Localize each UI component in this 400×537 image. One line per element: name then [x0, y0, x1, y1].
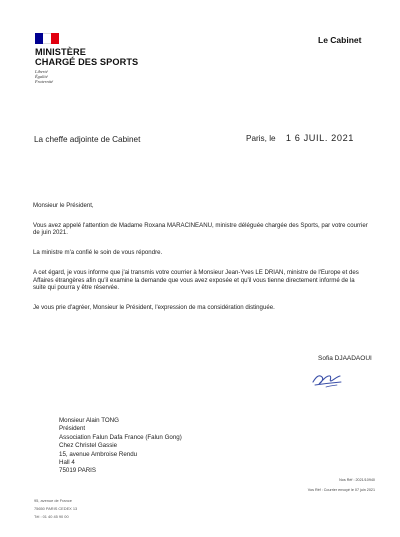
ministry-line-2: CHARGÉ DES SPORTS — [35, 57, 139, 67]
flag-white-stripe — [43, 33, 51, 44]
paragraph-1: Vous avez appelé l'attention de Madame Roxana MARACINEANU, ministre déléguée chargée des Sports, par votre courrier de juin 2021. — [33, 221, 368, 237]
letter-body — [33, 202, 368, 312]
motto-liberte: Liberté — [35, 69, 48, 74]
recipient-title: Président — [59, 425, 86, 433]
salutation: Monsieur le Président, — [33, 202, 94, 209]
place-label: Paris, le — [246, 134, 276, 143]
footer-address — [34, 497, 77, 522]
recipient-street: 15, avenue Ambroise Rendu — [59, 450, 138, 458]
your-reference: Vos Réf : Courrier envoyé le 07 juin 2021 — [307, 488, 375, 492]
motto-fraternite: Fraternité — [35, 79, 54, 84]
dateline — [246, 133, 354, 143]
our-reference: Nos Réf : 2021/10940 — [339, 478, 375, 482]
references — [285, 475, 375, 495]
ministry-line-1: MINISTÈRE — [35, 47, 86, 57]
republic-motto — [35, 69, 138, 84]
recipient-care-of: Chez Christel Gassie — [59, 442, 118, 450]
ministry-name — [35, 47, 138, 67]
footer-street: 95, avenue de France — [34, 498, 72, 503]
marianne-logo — [35, 33, 138, 84]
footer-postcode: 75650 PARIS CEDEX 13 — [34, 506, 78, 512]
department-label: Le Cabinet — [318, 35, 362, 45]
footer-phone: Tél : 01 40 45 90 00 — [34, 514, 69, 520]
flag-blue-stripe — [35, 33, 43, 44]
recipient-organization: Association Falun Dafa France (Falun Gong) — [59, 433, 182, 441]
recipient-hall: Hall 4 — [59, 459, 75, 467]
recipient-address — [59, 417, 182, 476]
recipient-name: Monsieur Alain TONG — [59, 417, 119, 424]
recipient-city: 75019 PARIS — [59, 467, 97, 475]
date-stamp: 1 6 JUIL. 2021 — [285, 133, 355, 143]
author-title: La cheffe adjointe de Cabinet — [34, 135, 141, 144]
paragraph-4: Je vous prie d'agréer, Monsieur le Président, l'expression de ma considération distinguée. — [33, 303, 275, 311]
tricolor-flag-icon — [35, 33, 59, 44]
signer-name: Sofia DJAADAOUI — [318, 355, 372, 362]
flag-red-stripe — [51, 33, 59, 44]
motto-egalite: Égalité — [35, 74, 48, 79]
paragraph-2: La ministre m'a confié le soin de vous répondre. — [33, 249, 163, 257]
handwritten-signature-icon — [310, 368, 344, 390]
paragraph-3: A cet égard, je vous informe que j'ai transmis votre courrier à Monsieur Jean-Yves LE DRIAN, ministre de l'Europe et des Affaires étrangères afin qu'il examine la demande que vous avez exposée et qu'il vous tienne directement informé de la suite qui pourra y être réservée. — [33, 268, 359, 292]
